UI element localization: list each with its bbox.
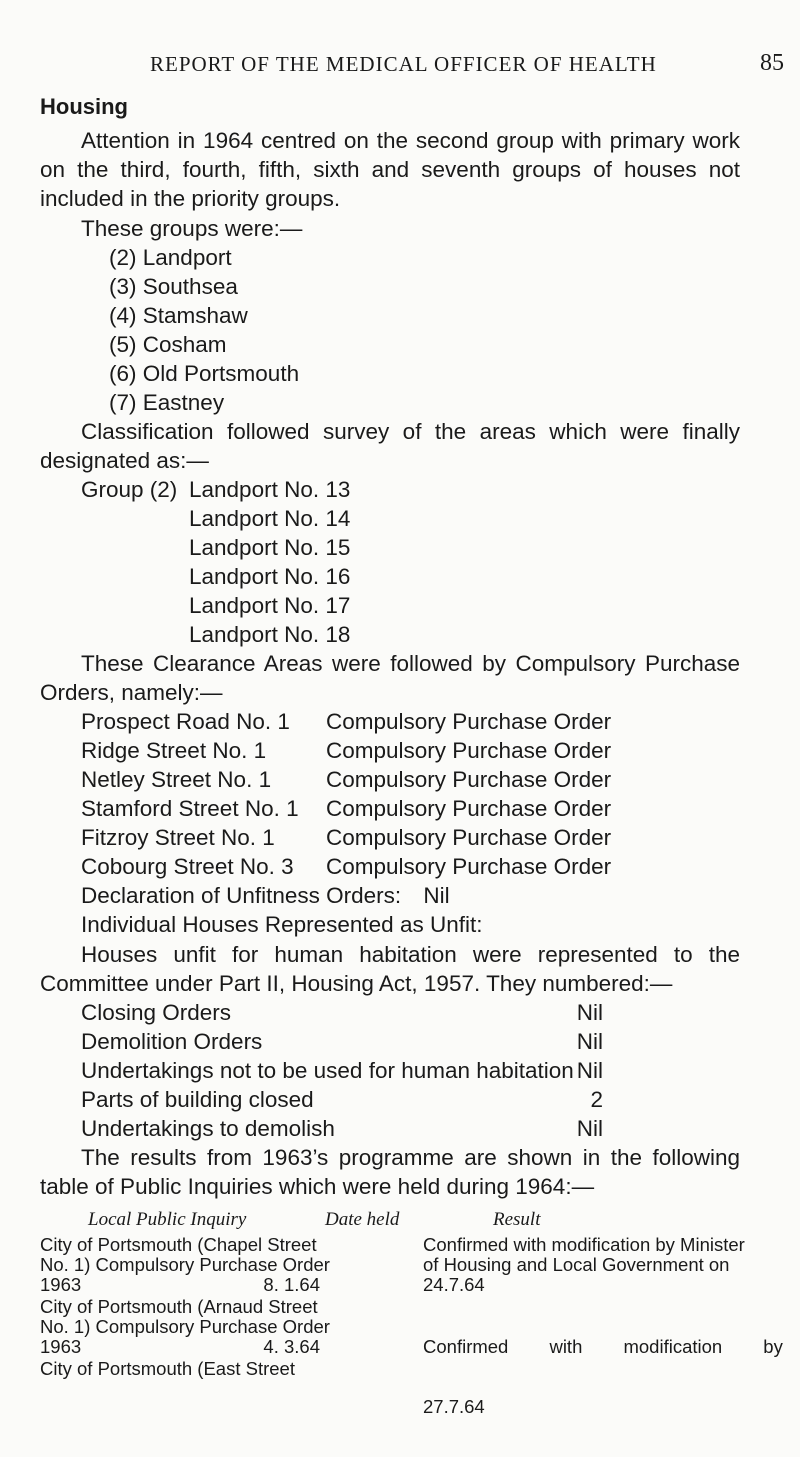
order-street: Fitzroy Street No. 1 <box>81 825 275 850</box>
order-street: Netley Street No. 1 <box>81 767 272 792</box>
group-name: Old Portsmouth <box>142 361 300 386</box>
count-row <box>81 1085 603 1114</box>
table-row-inquiry: City of Portsmouth (Arnaud Street No. 1) Compulsory Purchase Order 1963 <box>40 1296 330 1357</box>
group-item <box>109 243 299 272</box>
group-item <box>109 272 299 301</box>
group-item <box>109 359 299 388</box>
group-number: (2) <box>109 245 137 270</box>
column-header-inquiry: Local Public Inquiry <box>88 1209 247 1230</box>
order-row <box>81 736 661 765</box>
individual-houses-heading: Individual Houses Represented as Unfit: <box>81 912 483 937</box>
classification-paragraph: Classification followed survey of the areas which were finally designated as:— <box>40 419 740 473</box>
group-number: (7) <box>109 390 137 415</box>
area-item: Landport No. 17 <box>189 593 351 618</box>
order-row <box>81 765 661 794</box>
column-header-result: Result <box>493 1209 541 1230</box>
order-street: Stamford Street No. 1 <box>81 796 299 821</box>
count-value: 2 <box>590 1087 603 1112</box>
order-street: Prospect Road No. 1 <box>81 709 290 734</box>
order-type: Compulsory Purchase Order <box>326 738 612 763</box>
count-value: Nil <box>576 1000 603 1025</box>
table-row-inquiry: City of Portsmouth (East Street <box>40 1358 295 1379</box>
groups-list <box>109 243 299 417</box>
count-row <box>81 998 603 1027</box>
area-item: Landport No. 13 <box>189 477 351 502</box>
table-row-result: Confirmed with modification by 27.7.64 <box>423 1336 783 1417</box>
table-row-result: Confirmed with modification by Minister of Housing and Local Government on 24.7.64 <box>423 1234 745 1295</box>
order-street: Ridge Street No. 1 <box>81 738 267 763</box>
group-name: Stamshaw <box>142 303 248 328</box>
order-type: Compulsory Purchase Order <box>326 796 612 821</box>
area-item: Landport No. 14 <box>189 506 351 531</box>
group-name: Eastney <box>142 390 225 415</box>
groups-intro: These groups were:— <box>81 216 303 241</box>
area-item: Landport No. 18 <box>189 622 351 647</box>
running-head: REPORT OF THE MEDICAL OFFICER OF HEALTH <box>150 52 657 76</box>
section-title: Housing <box>40 94 128 119</box>
table-row-date: 4. 3.64 <box>263 1336 320 1357</box>
order-type: Compulsory Purchase Order <box>326 854 612 879</box>
group-item <box>109 388 299 417</box>
group-number: (6) <box>109 361 137 386</box>
count-value: Nil <box>576 1116 603 1141</box>
count-value: Nil <box>576 1058 603 1083</box>
count-label: Undertakings to demolish <box>81 1116 335 1141</box>
unfit-counts-list <box>81 998 603 1143</box>
declaration-label: Declaration of Unfitness Orders: <box>81 883 402 908</box>
count-row <box>81 1027 603 1056</box>
order-row <box>81 794 661 823</box>
area-item: Landport No. 16 <box>189 564 351 589</box>
group-name: Landport <box>142 245 232 270</box>
area-item: Landport No. 15 <box>189 535 351 560</box>
count-value: Nil <box>576 1029 603 1054</box>
group-name: Southsea <box>142 274 238 299</box>
intro-paragraph: Attention in 1964 centred on the second group with primary work on the third, fourth, fifth, sixth and seventh groups of houses not included in the priority groups. <box>40 128 740 211</box>
orders-list <box>81 707 661 881</box>
cpo-paragraph: These Clearance Areas were followed by Compulsory Purchase Orders, namely:— <box>40 651 740 705</box>
order-type: Compulsory Purchase Order <box>326 767 612 792</box>
declaration-value: Nil <box>423 883 450 908</box>
group-number: (4) <box>109 303 137 328</box>
group-item <box>109 330 299 359</box>
group-name: Cosham <box>142 332 227 357</box>
areas-list <box>189 475 350 649</box>
unfit-paragraph: Houses unfit for human habitation were represented to the Committee under Part II, Housing Act, 1957. They numbered:— <box>40 942 740 996</box>
page-number: 85 <box>760 50 784 76</box>
group-number: (5) <box>109 332 137 357</box>
order-row <box>81 823 661 852</box>
group2-label: Group (2) <box>81 477 178 502</box>
order-type: Compulsory Purchase Order <box>326 825 612 850</box>
order-row <box>81 707 661 736</box>
count-label: Closing Orders <box>81 1000 232 1025</box>
column-header-date: Date held <box>325 1209 400 1230</box>
count-label: Demolition Orders <box>81 1029 263 1054</box>
table-row-date: 8. 1.64 <box>263 1274 320 1295</box>
declaration-line <box>81 881 450 910</box>
group-number: (3) <box>109 274 137 299</box>
count-label: Parts of building closed <box>81 1087 314 1112</box>
order-street: Cobourg Street No. 3 <box>81 854 294 879</box>
count-row <box>81 1056 603 1085</box>
results-paragraph: The results from 1963’s programme are shown in the following table of Public Inquiries which were held during 1964:— <box>40 1145 740 1199</box>
count-row <box>81 1114 603 1143</box>
group-item <box>109 301 299 330</box>
count-label: Undertakings not to be used for human habitation <box>81 1058 574 1083</box>
table-row-inquiry: City of Portsmouth (Chapel Street No. 1) Compulsory Purchase Order 1963 <box>40 1234 330 1295</box>
order-type: Compulsory Purchase Order <box>326 709 612 734</box>
order-row <box>81 852 661 881</box>
